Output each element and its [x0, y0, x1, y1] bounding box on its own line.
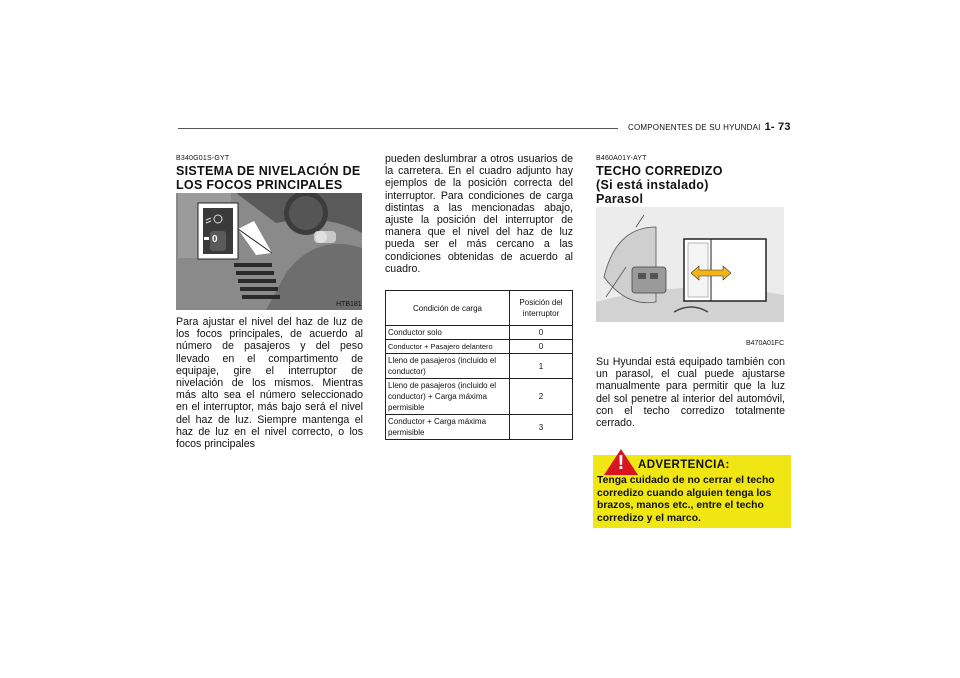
section-name: COMPONENTES DE SU HYUNDAI — [628, 123, 761, 132]
row-position: 0 — [510, 326, 573, 340]
left-body-text: Para ajustar el nivel del haz de luz de los focos principales, de acuerdo al número de pasajeros y del peso llevado en el compartimento de equipaje, gire el interruptor de nivelación de los mismos. Mientras más alto sea el número seleccionado en el interruptor, más bajo será el nivel del haz de luz. Siempre mantenga el haz de luz en el nivel correcto, o los focos principales — [176, 316, 363, 451]
dashboard-illustration — [176, 193, 362, 310]
row-position: 3 — [510, 415, 573, 440]
row-condition: Conductor + Carga máxima permisible — [386, 415, 510, 440]
table-row — [386, 354, 573, 379]
left-photo-caption: HTB181 — [336, 301, 362, 308]
right-section-code: B460A01Y-AYT — [596, 155, 647, 162]
row-condition: Conductor + Pasajero delantero — [386, 340, 510, 354]
right-photo-caption: B470A01FC — [746, 340, 785, 347]
inset-dial-value: 0 — [212, 234, 218, 245]
left-section-title: SISTEMA DE NIVELACIÓN DE LOS FOCOS PRINCIPALES — [176, 164, 361, 192]
table-header-row — [386, 291, 573, 326]
headlight-leveling-photo — [176, 193, 362, 310]
page-number: 1- 73 — [764, 121, 791, 133]
table-row — [386, 340, 573, 354]
sunroof-illustration — [596, 207, 784, 322]
left-section-code: B340G01S-GYT — [176, 155, 230, 162]
row-position: 0 — [510, 340, 573, 354]
table-row — [386, 415, 573, 440]
table-row — [386, 326, 573, 340]
sunshade-photo — [596, 207, 784, 322]
row-condition: Lleno de pasajeros (incluido el conductor) — [386, 354, 510, 379]
header-rule — [178, 128, 618, 129]
switch-position-table — [385, 290, 573, 440]
row-condition: Lleno de pasajeros (incluido el conductor) + Carga máxima permisible — [386, 379, 510, 415]
right-section-title: TECHO CORREDIZO (Si está instalado) Parasol — [596, 164, 723, 206]
page-header — [628, 121, 791, 133]
middle-body-text: pueden deslumbrar a otros usuarios de la carretera. En el cuadro adjunto hay ejemplos de la posición correcta del interruptor. Para condiciones de carga distintas a las mencionadas abajo, ajuste la posición del interruptor de manera que el nivel del haz de luz pueda ser el más cercano a las condiciones obtenidas de acuerdo al cuadro. — [385, 153, 573, 275]
row-position: 2 — [510, 379, 573, 415]
table-row — [386, 379, 573, 415]
row-position: 1 — [510, 354, 573, 379]
row-condition: Conductor solo — [386, 326, 510, 340]
double-arrow-icon — [691, 265, 731, 281]
warning-exclamation-icon: ! — [617, 452, 625, 474]
header-position: Posición del interruptor — [510, 291, 573, 326]
warning-title: ADVERTENCIA: — [638, 459, 730, 471]
right-body-text: Su Hyundai está equipado también con un parasol, el cual puede ajustarse manualmente para permitir que la luz del sol penetre al interior del automóvil, con el techo corredizo totalmente cerrado. — [596, 356, 785, 430]
warning-text: Tenga cuidado de no cerrar el techo corredizo cuando alguien tenga los brazos, manos etc., entre el techo corredizo y el marco. — [597, 475, 775, 524]
switch-position-table-wrap — [385, 290, 573, 440]
header-condition: Condición de carga — [386, 291, 510, 326]
